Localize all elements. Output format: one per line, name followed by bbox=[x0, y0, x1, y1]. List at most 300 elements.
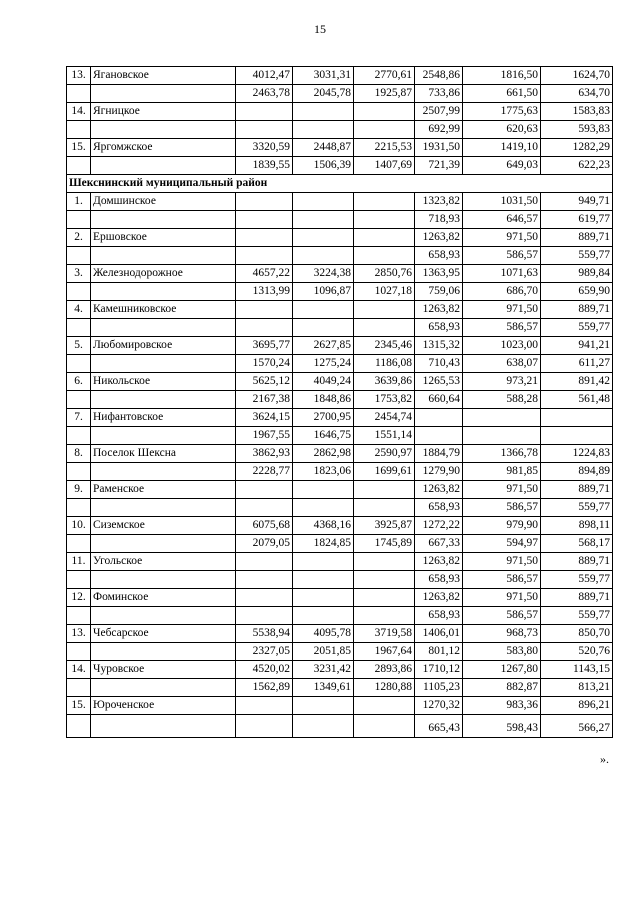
value-cell-col3 bbox=[354, 499, 415, 517]
value-cell-col3: 3719,58 bbox=[354, 625, 415, 643]
value-cell-col6: 520,76 bbox=[541, 643, 613, 661]
value-cell-col5: 968,73 bbox=[463, 625, 541, 643]
value-cell-col5: 620,63 bbox=[463, 121, 541, 139]
value-cell-col6: 559,77 bbox=[541, 571, 613, 589]
value-cell-col4: 660,64 bbox=[415, 391, 463, 409]
value-cell-col6: 622,23 bbox=[541, 157, 613, 175]
settlement-name: Угольское bbox=[91, 553, 236, 571]
value-cell-col2 bbox=[293, 247, 354, 265]
value-cell-col1 bbox=[236, 571, 293, 589]
value-cell-col2: 4368,16 bbox=[293, 517, 354, 535]
value-cell-col3 bbox=[354, 481, 415, 499]
row-number bbox=[67, 157, 91, 175]
page-number: 15 bbox=[314, 22, 326, 36]
value-cell-col2: 1096,87 bbox=[293, 283, 354, 301]
settlement-name: Юроченское bbox=[91, 697, 236, 715]
value-cell-col5 bbox=[463, 427, 541, 445]
row-number: 7. bbox=[67, 409, 91, 427]
value-cell-col6: 659,90 bbox=[541, 283, 613, 301]
table-row bbox=[67, 283, 613, 301]
row-number: 9. bbox=[67, 481, 91, 499]
value-cell-col4: 658,93 bbox=[415, 247, 463, 265]
value-cell-col3: 2770,61 bbox=[354, 67, 415, 85]
value-cell-col2: 4095,78 bbox=[293, 625, 354, 643]
row-number bbox=[67, 607, 91, 625]
row-number: 15. bbox=[67, 139, 91, 157]
value-cell-col4: 1363,95 bbox=[415, 265, 463, 283]
value-cell-col5: 981,85 bbox=[463, 463, 541, 481]
value-cell-col5: 1419,10 bbox=[463, 139, 541, 157]
row-number bbox=[67, 283, 91, 301]
table-row bbox=[67, 337, 613, 355]
value-cell-col5: 1366,78 bbox=[463, 445, 541, 463]
settlement-name: Чуровское bbox=[91, 661, 236, 679]
value-cell-col3: 2850,76 bbox=[354, 265, 415, 283]
row-number bbox=[67, 427, 91, 445]
table-row bbox=[67, 211, 613, 229]
value-cell-col2: 1848,86 bbox=[293, 391, 354, 409]
value-cell-col3 bbox=[354, 553, 415, 571]
value-cell-col5: 882,87 bbox=[463, 679, 541, 697]
value-cell-col6: 941,21 bbox=[541, 337, 613, 355]
value-cell-col2 bbox=[293, 229, 354, 247]
table-row bbox=[67, 229, 613, 247]
value-cell-col1 bbox=[236, 193, 293, 211]
settlement-name: Ягницкое bbox=[91, 103, 236, 121]
value-cell-col1: 3320,59 bbox=[236, 139, 293, 157]
value-cell-col3: 1745,89 bbox=[354, 535, 415, 553]
value-cell-col6: 896,21 bbox=[541, 697, 613, 715]
table-row bbox=[67, 427, 613, 445]
value-cell-col5: 971,50 bbox=[463, 301, 541, 319]
value-cell-col4: 667,33 bbox=[415, 535, 463, 553]
value-cell-col3: 1551,14 bbox=[354, 427, 415, 445]
settlement-name bbox=[91, 391, 236, 409]
table-row bbox=[67, 157, 613, 175]
value-cell-col5: 971,50 bbox=[463, 553, 541, 571]
settlement-name: Чебсарское bbox=[91, 625, 236, 643]
value-cell-col3: 1925,87 bbox=[354, 85, 415, 103]
value-cell-col2 bbox=[293, 193, 354, 211]
table-row bbox=[67, 661, 613, 679]
table-row bbox=[67, 67, 613, 85]
value-cell-col6: 889,71 bbox=[541, 229, 613, 247]
value-cell-col2 bbox=[293, 103, 354, 121]
value-cell-col2 bbox=[293, 319, 354, 337]
table-row bbox=[67, 247, 613, 265]
row-number: 14. bbox=[67, 103, 91, 121]
row-number bbox=[67, 643, 91, 661]
value-cell-col4: 718,93 bbox=[415, 211, 463, 229]
value-cell-col5: 686,70 bbox=[463, 283, 541, 301]
table-row bbox=[67, 445, 613, 463]
row-number bbox=[67, 391, 91, 409]
settlement-name bbox=[91, 85, 236, 103]
settlement-name: Раменское bbox=[91, 481, 236, 499]
row-number bbox=[67, 355, 91, 373]
settlement-name: Сиземское bbox=[91, 517, 236, 535]
value-cell-col1: 2167,38 bbox=[236, 391, 293, 409]
value-cell-col4: 1270,32 bbox=[415, 697, 463, 715]
row-number: 4. bbox=[67, 301, 91, 319]
row-number: 3. bbox=[67, 265, 91, 283]
table-row bbox=[67, 697, 613, 715]
value-cell-col6: 1224,83 bbox=[541, 445, 613, 463]
settlement-name bbox=[91, 283, 236, 301]
value-cell-col4: 1263,82 bbox=[415, 589, 463, 607]
value-cell-col1: 2463,78 bbox=[236, 85, 293, 103]
value-cell-col5: 971,50 bbox=[463, 481, 541, 499]
value-cell-col4: 1263,82 bbox=[415, 301, 463, 319]
table-row bbox=[67, 643, 613, 661]
settlement-name: Нифантовское bbox=[91, 409, 236, 427]
value-cell-col1: 3862,93 bbox=[236, 445, 293, 463]
value-cell-col1: 1967,55 bbox=[236, 427, 293, 445]
value-cell-col4: 658,93 bbox=[415, 571, 463, 589]
value-cell-col2: 1349,61 bbox=[293, 679, 354, 697]
row-number bbox=[67, 679, 91, 697]
value-cell-col4: 2507,99 bbox=[415, 103, 463, 121]
row-number: 11. bbox=[67, 553, 91, 571]
settlement-name: Железнодорожное bbox=[91, 265, 236, 283]
table-row bbox=[67, 265, 613, 283]
table-row bbox=[67, 121, 613, 139]
value-cell-col6: 989,84 bbox=[541, 265, 613, 283]
settlement-name bbox=[91, 499, 236, 517]
value-cell-col1: 3695,77 bbox=[236, 337, 293, 355]
value-cell-col6 bbox=[541, 427, 613, 445]
row-number bbox=[67, 121, 91, 139]
value-cell-col4: 692,99 bbox=[415, 121, 463, 139]
value-cell-col6: 889,71 bbox=[541, 589, 613, 607]
value-cell-col3 bbox=[354, 193, 415, 211]
value-cell-col6: 850,70 bbox=[541, 625, 613, 643]
value-cell-col2 bbox=[293, 607, 354, 625]
value-cell-col4: 1263,82 bbox=[415, 481, 463, 499]
value-cell-col4: 721,39 bbox=[415, 157, 463, 175]
value-cell-col1 bbox=[236, 715, 293, 738]
value-cell-col1 bbox=[236, 211, 293, 229]
settlement-name: Фоминское bbox=[91, 589, 236, 607]
value-cell-col3: 1280,88 bbox=[354, 679, 415, 697]
row-number: 10. bbox=[67, 517, 91, 535]
value-cell-col1 bbox=[236, 697, 293, 715]
table-row bbox=[67, 499, 613, 517]
value-cell-col5: 1071,63 bbox=[463, 265, 541, 283]
table-row bbox=[67, 319, 613, 337]
settlement-name: Камешниковское bbox=[91, 301, 236, 319]
value-cell-col5: 588,28 bbox=[463, 391, 541, 409]
value-cell-col5: 586,57 bbox=[463, 571, 541, 589]
value-cell-col6: 1583,83 bbox=[541, 103, 613, 121]
value-cell-col3 bbox=[354, 103, 415, 121]
row-number bbox=[67, 247, 91, 265]
value-cell-col2: 1275,24 bbox=[293, 355, 354, 373]
value-cell-col6: 611,27 bbox=[541, 355, 613, 373]
row-number bbox=[67, 463, 91, 481]
value-cell-col4: 658,93 bbox=[415, 319, 463, 337]
value-cell-col2 bbox=[293, 697, 354, 715]
value-cell-col4: 1710,12 bbox=[415, 661, 463, 679]
value-cell-col3 bbox=[354, 715, 415, 738]
table-row bbox=[67, 409, 613, 427]
value-cell-col4: 1315,32 bbox=[415, 337, 463, 355]
value-cell-col5: 598,43 bbox=[463, 715, 541, 738]
settlement-name bbox=[91, 121, 236, 139]
settlement-name: Домшинское bbox=[91, 193, 236, 211]
value-cell-col3: 3925,87 bbox=[354, 517, 415, 535]
settlement-name: Яргомжское bbox=[91, 139, 236, 157]
value-cell-col3 bbox=[354, 229, 415, 247]
settlement-name bbox=[91, 715, 236, 738]
value-cell-col4: 1323,82 bbox=[415, 193, 463, 211]
value-cell-col6: 559,77 bbox=[541, 247, 613, 265]
value-cell-col2 bbox=[293, 499, 354, 517]
row-number: 6. bbox=[67, 373, 91, 391]
value-cell-col5: 983,36 bbox=[463, 697, 541, 715]
value-cell-col2 bbox=[293, 481, 354, 499]
value-cell-col5: 1031,50 bbox=[463, 193, 541, 211]
value-cell-col1: 3624,15 bbox=[236, 409, 293, 427]
value-cell-col4 bbox=[415, 409, 463, 427]
value-cell-col6: 889,71 bbox=[541, 481, 613, 499]
settlement-name: Никольское bbox=[91, 373, 236, 391]
table-row bbox=[67, 355, 613, 373]
value-cell-col1: 4657,22 bbox=[236, 265, 293, 283]
value-cell-col2: 3231,42 bbox=[293, 661, 354, 679]
value-cell-col1: 1313,99 bbox=[236, 283, 293, 301]
value-cell-col2 bbox=[293, 121, 354, 139]
value-cell-col1: 4012,47 bbox=[236, 67, 293, 85]
value-cell-col2: 2862,98 bbox=[293, 445, 354, 463]
value-cell-col2 bbox=[293, 571, 354, 589]
table-row bbox=[67, 481, 613, 499]
value-cell-col3 bbox=[354, 247, 415, 265]
value-cell-col2: 2627,85 bbox=[293, 337, 354, 355]
value-cell-col6: 1282,29 bbox=[541, 139, 613, 157]
value-cell-col6: 566,27 bbox=[541, 715, 613, 738]
table-row bbox=[67, 715, 613, 738]
value-cell-col6: 891,42 bbox=[541, 373, 613, 391]
row-number bbox=[67, 571, 91, 589]
value-cell-col6: 568,17 bbox=[541, 535, 613, 553]
value-cell-col4: 665,43 bbox=[415, 715, 463, 738]
value-cell-col2: 2051,85 bbox=[293, 643, 354, 661]
value-cell-col4: 658,93 bbox=[415, 499, 463, 517]
value-cell-col3: 2893,86 bbox=[354, 661, 415, 679]
value-cell-col3: 1407,69 bbox=[354, 157, 415, 175]
settlement-name bbox=[91, 157, 236, 175]
value-cell-col3: 2345,46 bbox=[354, 337, 415, 355]
settlement-name bbox=[91, 679, 236, 697]
settlement-name bbox=[91, 319, 236, 337]
value-cell-col1 bbox=[236, 229, 293, 247]
value-cell-col2: 3224,38 bbox=[293, 265, 354, 283]
value-cell-col3 bbox=[354, 319, 415, 337]
value-cell-col2: 2448,87 bbox=[293, 139, 354, 157]
settlement-name bbox=[91, 247, 236, 265]
value-cell-col5: 1816,50 bbox=[463, 67, 541, 85]
value-cell-col5 bbox=[463, 409, 541, 427]
settlement-name: Любомировское bbox=[91, 337, 236, 355]
value-cell-col6: 1624,70 bbox=[541, 67, 613, 85]
value-cell-col2: 2045,78 bbox=[293, 85, 354, 103]
settlement-name bbox=[91, 211, 236, 229]
value-cell-col1 bbox=[236, 247, 293, 265]
settlement-name bbox=[91, 571, 236, 589]
value-cell-col4 bbox=[415, 427, 463, 445]
row-number bbox=[67, 715, 91, 738]
value-cell-col1: 4520,02 bbox=[236, 661, 293, 679]
value-cell-col6: 593,83 bbox=[541, 121, 613, 139]
row-number bbox=[67, 535, 91, 553]
value-cell-col3 bbox=[354, 301, 415, 319]
value-cell-col5: 1267,80 bbox=[463, 661, 541, 679]
value-cell-col2 bbox=[293, 589, 354, 607]
value-cell-col1: 1570,24 bbox=[236, 355, 293, 373]
value-cell-col1 bbox=[236, 553, 293, 571]
value-cell-col5: 586,57 bbox=[463, 499, 541, 517]
value-cell-col4: 710,43 bbox=[415, 355, 463, 373]
table-row bbox=[67, 607, 613, 625]
value-cell-col5: 594,97 bbox=[463, 535, 541, 553]
value-cell-col5: 586,57 bbox=[463, 247, 541, 265]
value-cell-col2: 2700,95 bbox=[293, 409, 354, 427]
value-cell-col5: 979,90 bbox=[463, 517, 541, 535]
value-cell-col4: 1931,50 bbox=[415, 139, 463, 157]
value-cell-col3 bbox=[354, 697, 415, 715]
value-cell-col5: 583,80 bbox=[463, 643, 541, 661]
table-row bbox=[67, 589, 613, 607]
table-row bbox=[67, 373, 613, 391]
value-cell-col3: 1699,61 bbox=[354, 463, 415, 481]
value-cell-col4: 658,93 bbox=[415, 607, 463, 625]
value-cell-col6: 561,48 bbox=[541, 391, 613, 409]
value-cell-col1 bbox=[236, 589, 293, 607]
value-cell-col3: 1027,18 bbox=[354, 283, 415, 301]
value-cell-col3 bbox=[354, 607, 415, 625]
table-row bbox=[67, 535, 613, 553]
value-cell-col6 bbox=[541, 409, 613, 427]
value-cell-col5: 973,21 bbox=[463, 373, 541, 391]
settlement-name bbox=[91, 607, 236, 625]
value-cell-col3: 2454,74 bbox=[354, 409, 415, 427]
value-cell-col4: 1263,82 bbox=[415, 553, 463, 571]
value-cell-col1: 5625,12 bbox=[236, 373, 293, 391]
value-cell-col6: 949,71 bbox=[541, 193, 613, 211]
value-cell-col5: 971,50 bbox=[463, 229, 541, 247]
value-cell-col2: 1646,75 bbox=[293, 427, 354, 445]
value-cell-col1: 2327,05 bbox=[236, 643, 293, 661]
value-cell-col1: 1562,89 bbox=[236, 679, 293, 697]
value-cell-col5: 638,07 bbox=[463, 355, 541, 373]
table-row bbox=[67, 463, 613, 481]
value-cell-col5: 1775,63 bbox=[463, 103, 541, 121]
table-row bbox=[67, 625, 613, 643]
value-cell-col1 bbox=[236, 481, 293, 499]
value-cell-col3 bbox=[354, 211, 415, 229]
value-cell-col6: 1143,15 bbox=[541, 661, 613, 679]
value-cell-col2 bbox=[293, 553, 354, 571]
value-cell-col4: 1406,01 bbox=[415, 625, 463, 643]
settlement-name bbox=[91, 463, 236, 481]
closing-quote-mark: ». bbox=[600, 752, 609, 766]
value-cell-col3: 1753,82 bbox=[354, 391, 415, 409]
row-number: 13. bbox=[67, 625, 91, 643]
row-number bbox=[67, 499, 91, 517]
row-number: 13. bbox=[67, 67, 91, 85]
value-cell-col1: 6075,68 bbox=[236, 517, 293, 535]
tariff-table bbox=[66, 66, 613, 738]
value-cell-col4: 2548,86 bbox=[415, 67, 463, 85]
table-row bbox=[67, 517, 613, 535]
value-cell-col2: 3031,31 bbox=[293, 67, 354, 85]
settlement-name: Ягановское bbox=[91, 67, 236, 85]
row-number: 2. bbox=[67, 229, 91, 247]
value-cell-col1: 2228,77 bbox=[236, 463, 293, 481]
value-cell-col3: 1967,64 bbox=[354, 643, 415, 661]
value-cell-col3: 3639,86 bbox=[354, 373, 415, 391]
value-cell-col4: 1884,79 bbox=[415, 445, 463, 463]
table-row bbox=[67, 679, 613, 697]
value-cell-col3: 2590,97 bbox=[354, 445, 415, 463]
value-cell-col1 bbox=[236, 319, 293, 337]
value-cell-col6: 559,77 bbox=[541, 319, 613, 337]
settlement-name bbox=[91, 427, 236, 445]
row-number: 5. bbox=[67, 337, 91, 355]
section-title: Шекснинский муниципальный район bbox=[67, 175, 613, 193]
value-cell-col2 bbox=[293, 301, 354, 319]
value-cell-col6: 619,77 bbox=[541, 211, 613, 229]
row-number: 14. bbox=[67, 661, 91, 679]
value-cell-col6: 889,71 bbox=[541, 301, 613, 319]
value-cell-col4: 1279,90 bbox=[415, 463, 463, 481]
table-row bbox=[67, 391, 613, 409]
row-number bbox=[67, 319, 91, 337]
table-row bbox=[67, 193, 613, 211]
settlement-name bbox=[91, 355, 236, 373]
table-row bbox=[67, 103, 613, 121]
value-cell-col2: 1824,85 bbox=[293, 535, 354, 553]
value-cell-col6: 894,89 bbox=[541, 463, 613, 481]
value-cell-col5: 649,03 bbox=[463, 157, 541, 175]
table-row bbox=[67, 571, 613, 589]
value-cell-col1: 1839,55 bbox=[236, 157, 293, 175]
value-cell-col2: 1506,39 bbox=[293, 157, 354, 175]
table-row bbox=[67, 553, 613, 571]
value-cell-col1: 5538,94 bbox=[236, 625, 293, 643]
value-cell-col4: 801,12 bbox=[415, 643, 463, 661]
value-cell-col2: 4049,24 bbox=[293, 373, 354, 391]
value-cell-col3 bbox=[354, 571, 415, 589]
value-cell-col6: 634,70 bbox=[541, 85, 613, 103]
row-number: 8. bbox=[67, 445, 91, 463]
value-cell-col1 bbox=[236, 103, 293, 121]
value-cell-col5: 586,57 bbox=[463, 607, 541, 625]
row-number: 1. bbox=[67, 193, 91, 211]
settlement-name: Ершовское bbox=[91, 229, 236, 247]
value-cell-col1 bbox=[236, 499, 293, 517]
value-cell-col3: 1186,08 bbox=[354, 355, 415, 373]
table-row bbox=[67, 301, 613, 319]
row-number bbox=[67, 85, 91, 103]
section-header-row bbox=[67, 175, 613, 193]
value-cell-col1 bbox=[236, 607, 293, 625]
settlement-name: Поселок Шексна bbox=[91, 445, 236, 463]
value-cell-col5: 971,50 bbox=[463, 589, 541, 607]
value-cell-col6: 813,21 bbox=[541, 679, 613, 697]
value-cell-col2 bbox=[293, 211, 354, 229]
